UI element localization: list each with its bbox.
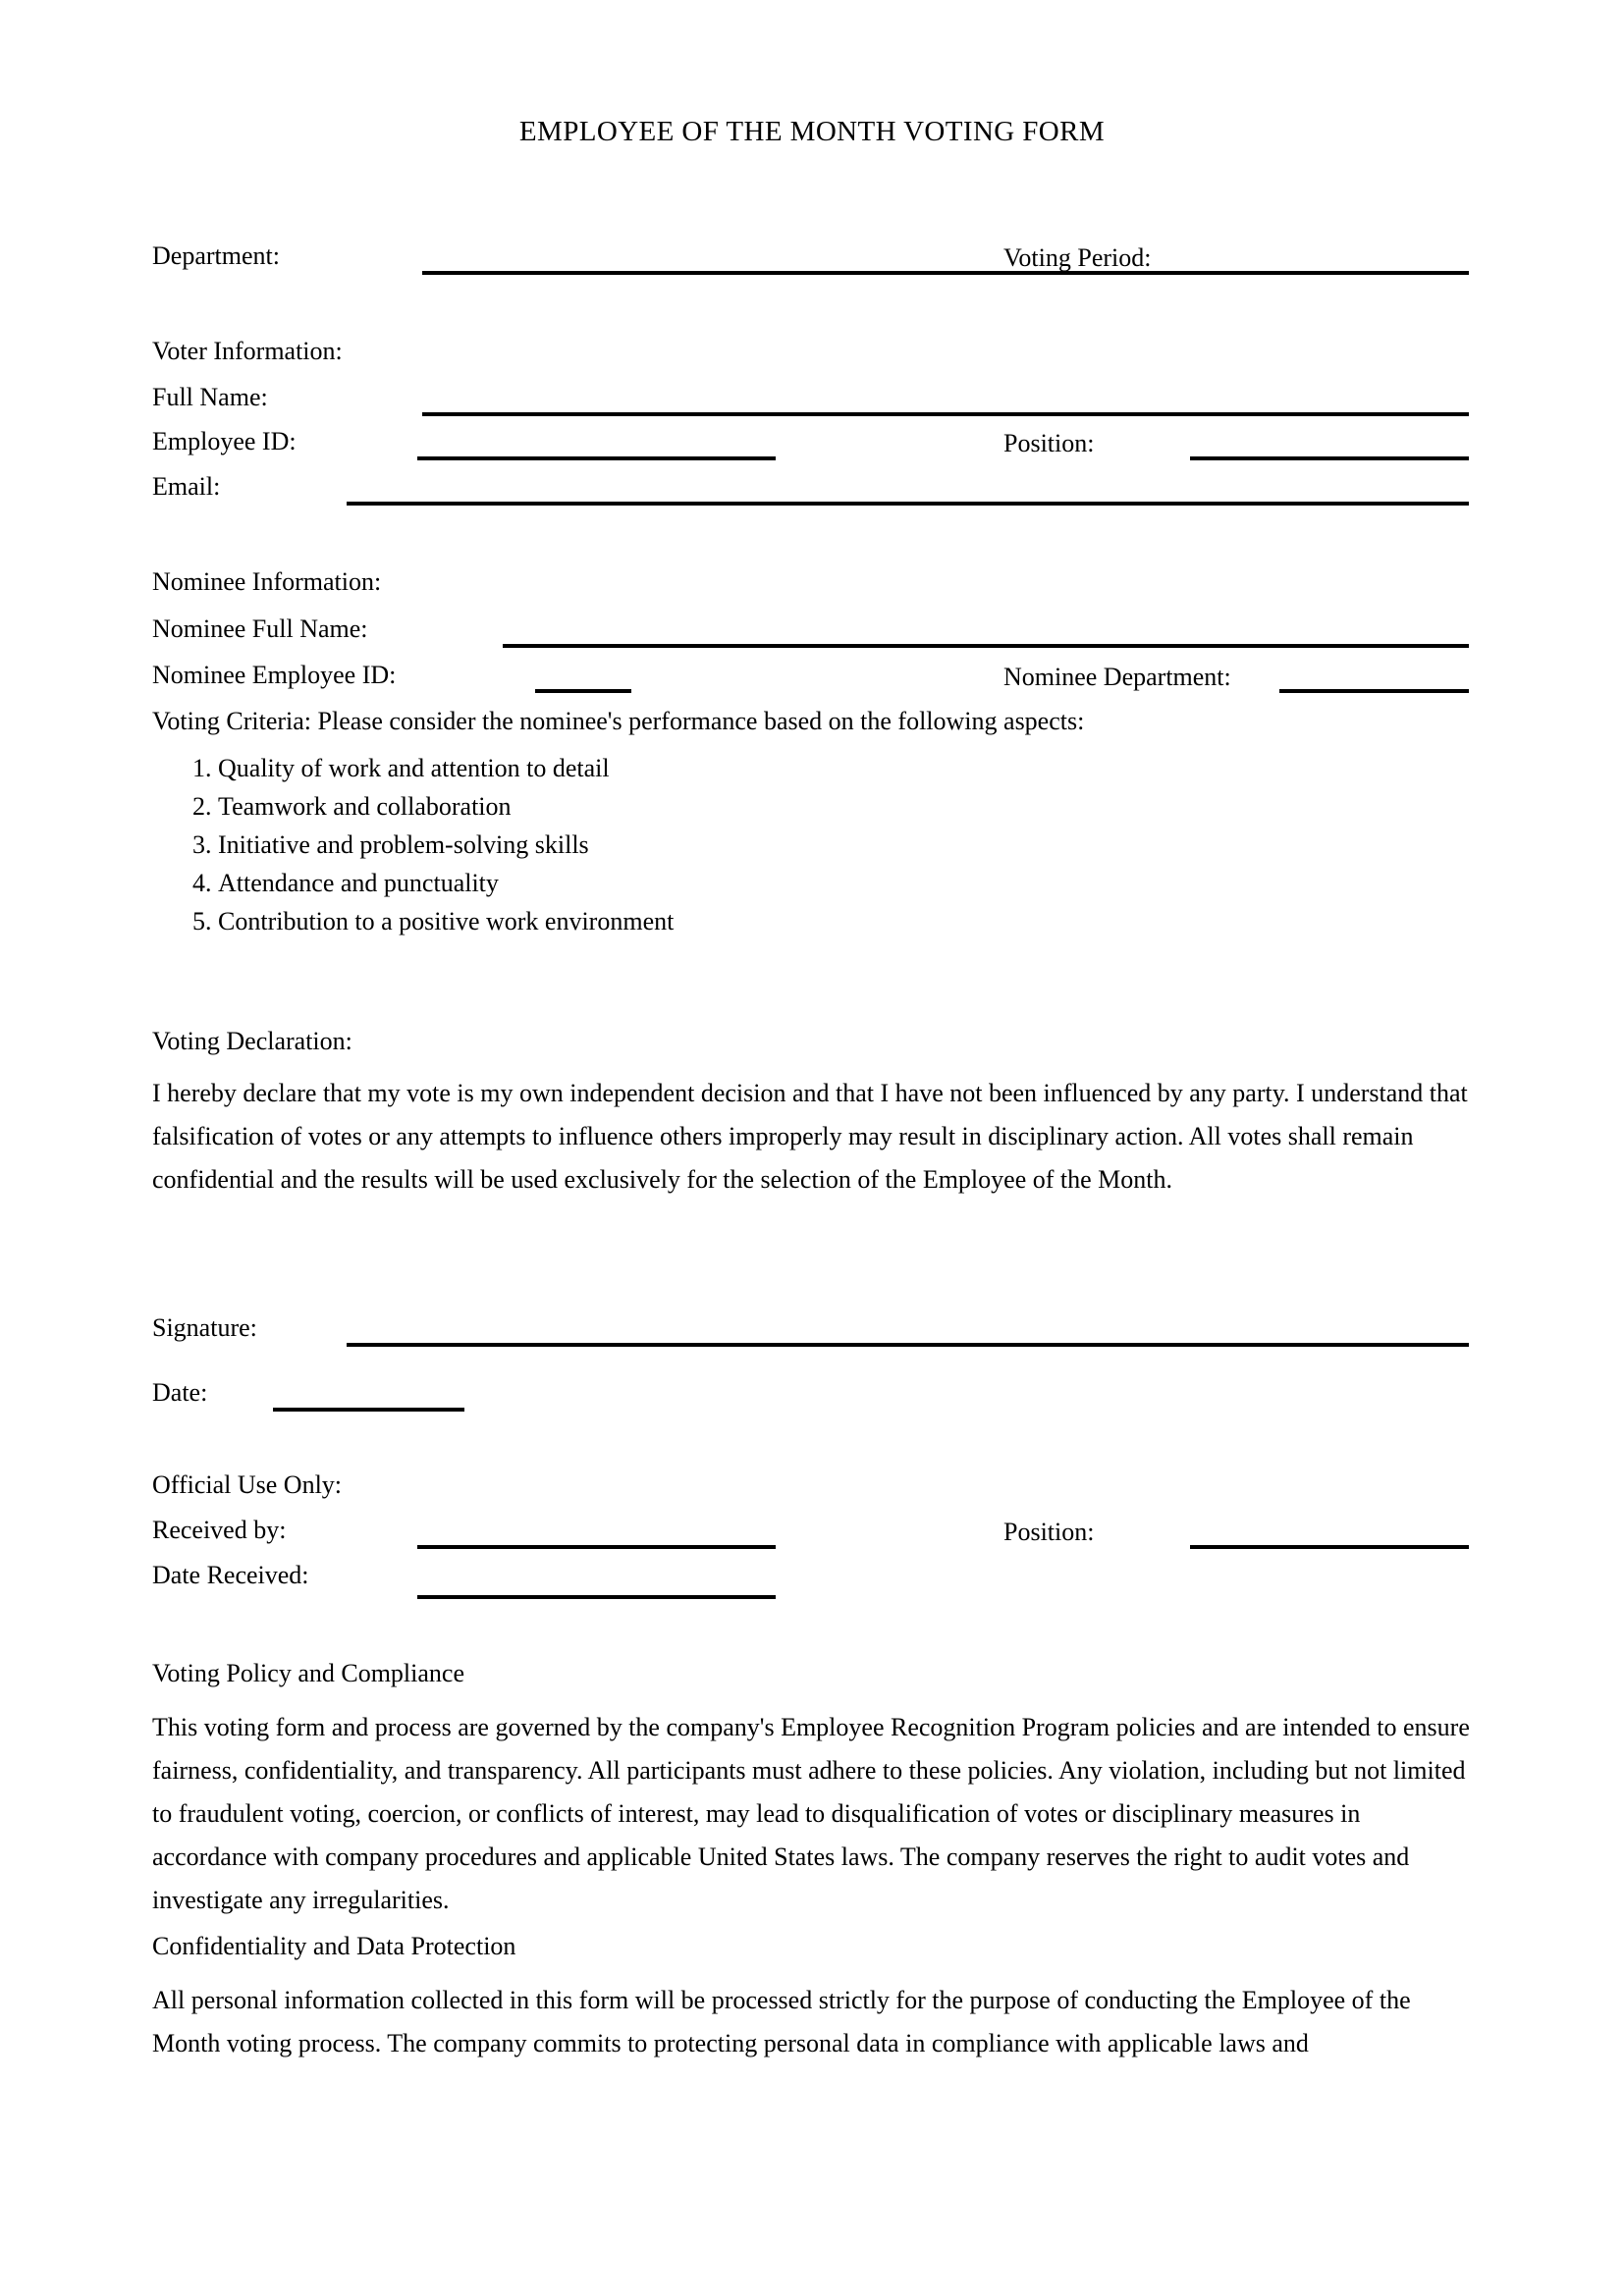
employee-id-label: Employee ID: [152, 427, 297, 455]
nominee-employee-id-input-rule[interactable] [535, 689, 631, 693]
criteria-text: Attendance and punctuality [218, 869, 499, 897]
email-input-rule[interactable] [347, 502, 1469, 506]
nominee-full-name-input-rule[interactable] [503, 644, 1469, 648]
nominee-department-input-rule[interactable] [1279, 689, 1469, 693]
voting-policy-heading: Voting Policy and Compliance [152, 1659, 464, 1687]
criteria-number: 5. [192, 907, 212, 935]
email-label: Email: [152, 472, 221, 501]
received-by-input-rule[interactable] [417, 1545, 776, 1549]
full-name-label: Full Name: [152, 383, 268, 411]
nominee-employee-id-label: Nominee Employee ID: [152, 661, 397, 689]
full-name-input-rule[interactable] [422, 412, 1469, 416]
voting-declaration-heading: Voting Declaration: [152, 1027, 352, 1055]
criteria-text: Teamwork and collaboration [218, 792, 512, 821]
voting-declaration-body: I hereby declare that my vote is my own independent decision and that I have not been influenced by any party. I understand that falsification of votes or any attempts to influence others improperly may result in disciplinary action. All votes shall remain confidential and the results will be used exclusively for the selection of the Employee of the Month. [152, 1079, 1468, 1194]
date-label: Date: [152, 1378, 208, 1407]
confidentiality-heading: Confidentiality and Data Protection [152, 1932, 516, 1960]
page-title: EMPLOYEE OF THE MONTH VOTING FORM [518, 116, 1106, 147]
official-position-label: Position: [1003, 1518, 1095, 1546]
employee-id-input-rule[interactable] [417, 456, 776, 460]
date-input-rule[interactable] [273, 1408, 464, 1412]
criteria-number: 1. [192, 754, 212, 782]
date-received-input-rule[interactable] [417, 1595, 776, 1599]
received-by-label: Received by: [152, 1516, 287, 1544]
criteria-number: 4. [192, 869, 212, 897]
signature-input-rule[interactable] [347, 1343, 1469, 1347]
voting-period-label: Voting Period: [1003, 243, 1152, 272]
criteria-text: Initiative and problem-solving skills [218, 830, 589, 859]
official-position-input-rule[interactable] [1190, 1545, 1469, 1549]
criteria-item [192, 830, 589, 860]
criteria-item [192, 869, 499, 898]
nominee-department-label: Nominee Department: [1003, 663, 1231, 691]
criteria-item [192, 907, 674, 936]
criteria-item [192, 754, 610, 783]
criteria-number: 2. [192, 792, 212, 821]
criteria-number: 3. [192, 830, 212, 859]
voter-position-label: Position: [1003, 429, 1095, 457]
department-label: Department: [152, 241, 280, 270]
nominee-full-name-label: Nominee Full Name: [152, 614, 368, 643]
voting-criteria-intro: Voting Criteria: Please consider the nominee's performance based on the following aspects: [152, 707, 1085, 735]
date-received-label: Date Received: [152, 1561, 309, 1589]
signature-label: Signature: [152, 1313, 257, 1342]
official-use-heading: Official Use Only: [152, 1470, 343, 1499]
nominee-information-heading: Nominee Information: [152, 567, 382, 596]
confidentiality-body: All personal information collected in this form will be processed strictly for the purpose of conducting the Employee of the Month voting process. The company commits to protecting personal data in compliance with applicable laws and [152, 1986, 1411, 2057]
voting-policy-body: This voting form and process are governed by the company's Employee Recognition Program policies and are intended to ensure fairness, confidentiality, and transparency. All participants must adhere to these policies. Any violation, including but not limited to fraudulent voting, coercion, or conflicts of interest, may lead to disqualification of votes or disciplinary measures in accordance with company procedures and applicable United States laws. The company reserves the right to audit votes and investigate any irregularities. [152, 1713, 1470, 1914]
criteria-text: Quality of work and attention to detail [218, 754, 610, 782]
voter-information-heading: Voter Information: [152, 337, 343, 365]
criteria-text: Contribution to a positive work environment [218, 907, 675, 935]
voter-position-input-rule[interactable] [1190, 456, 1469, 460]
department-input-rule[interactable] [422, 271, 1469, 275]
criteria-item [192, 792, 512, 822]
